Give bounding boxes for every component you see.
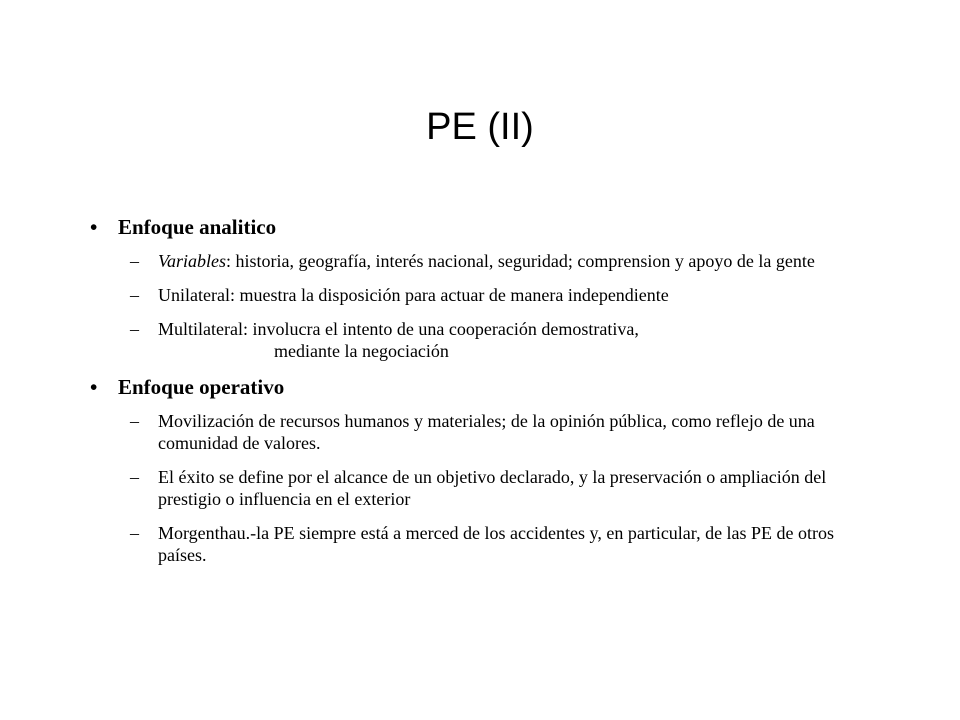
dash-icon: –: [130, 319, 139, 339]
heading-text: Enfoque operativo: [118, 375, 285, 399]
dash-icon: –: [130, 251, 139, 271]
dash-icon: –: [130, 411, 139, 431]
sub-item-morgenthau: [130, 522, 880, 566]
bullet-heading-analitico: [90, 214, 880, 240]
dash-icon: –: [130, 523, 139, 543]
sub-item-rest: : historia, geografía, interés nacional, seguridad; comprension y apoyo de la gente: [226, 251, 815, 271]
sub-item-text: Movilización de recursos humanos y materiales; de la opinión pública, como reflejo de una comunidad de valores.: [158, 411, 815, 453]
sub-item-unilateral: [130, 284, 880, 306]
bullet-icon: •: [90, 375, 98, 399]
sub-item-text: El éxito se define por el alcance de un objetivo declarado, y la preservación o ampliación del prestigio o influencia en el exterior: [158, 467, 827, 509]
heading-text: Enfoque analitico: [118, 215, 277, 239]
bullet-heading-operativo: [90, 374, 880, 400]
sub-item-text: [158, 318, 880, 362]
sub-item-text: Unilateral: muestra la disposición para actuar de manera independiente: [158, 285, 669, 305]
italic-lead: Variables: [158, 251, 227, 271]
bullet-icon: •: [90, 215, 98, 239]
sub-item-line1: Multilateral: involucra el intento de una cooperación demostrativa,: [158, 319, 639, 339]
sub-item-movilizacion: [130, 410, 880, 454]
sub-item-line2: mediante la negociación: [274, 341, 449, 361]
sub-item-text: Morgenthau.-la PE siempre está a merced de los accidentes y, en particular, de las PE de otros países.: [158, 523, 835, 565]
dash-icon: –: [130, 467, 139, 487]
slide-title: PE (II): [426, 106, 534, 148]
dash-icon: –: [130, 285, 139, 305]
sub-item-multilateral: [130, 318, 880, 362]
sub-item-exito: [130, 466, 880, 510]
slide-content: [90, 214, 880, 578]
sub-item-variables: [130, 250, 880, 272]
sub-item-text: [158, 250, 880, 272]
